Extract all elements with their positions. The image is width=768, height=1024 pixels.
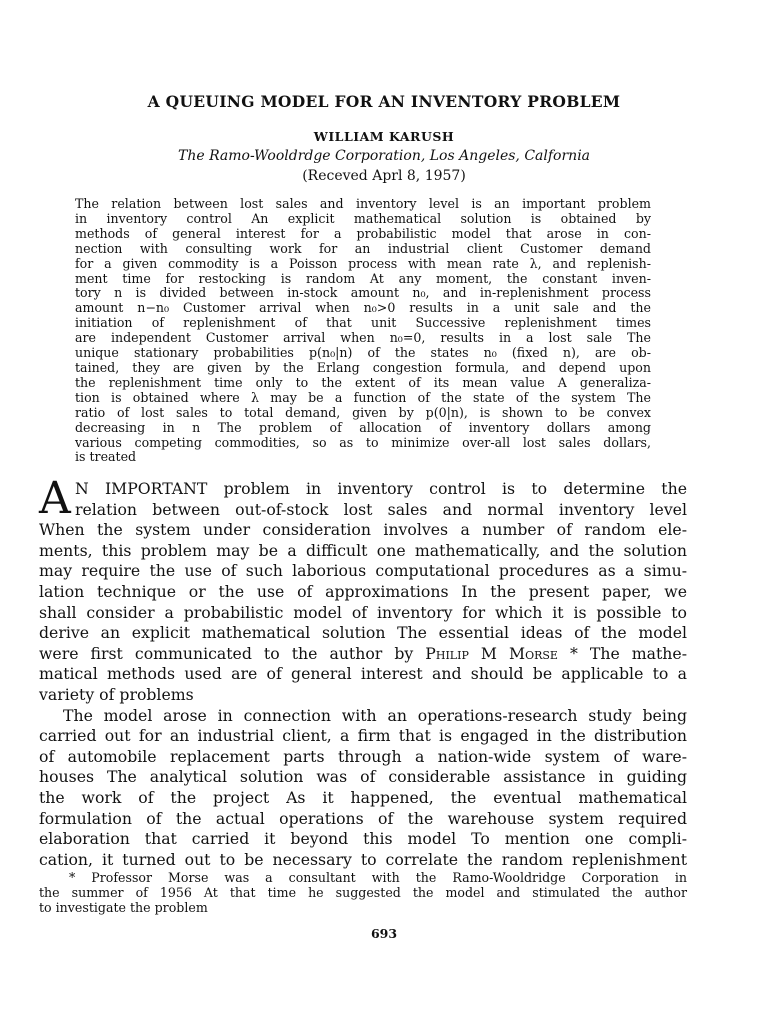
body-line: variety of problems (39, 684, 194, 704)
body-line: The model arose in connection with an operations-research study being (63, 705, 687, 725)
abstract-line: nection with consulting work for an industrial client Customer demand (75, 240, 651, 256)
abstract (75, 197, 651, 465)
abstract-line: initiation of replenishment of that unit Successive replenishment times (75, 315, 651, 331)
body-line: cation, it turned out to be necessary to correlate the random replenishment (39, 849, 687, 869)
body-text-segment: were first communicated to the author by (39, 643, 426, 663)
body-line: of automobile replacement parts through a nation-wide system of ware- (39, 746, 687, 766)
abstract-line: decreasing in n The problem of allocation of inventory dollars among (75, 419, 651, 435)
abstract-line: is treated (75, 449, 137, 465)
cited-person: Philip M Morse (425, 643, 558, 663)
abstract-line: the replenishment time only to the extent of its mean value A generaliza- (75, 374, 651, 390)
body-text-segment: * The mathe- (557, 643, 687, 663)
body-line: ments, this problem may be a difficult one mathematically, and the solution (39, 540, 687, 560)
body-line: shall consider a probabilistic model of inventory for which it is possible to (39, 602, 687, 622)
body-line-with-name (39, 644, 687, 665)
abstract-line: for a given commodity is a Poisson process with mean rate λ, and replenish- (75, 255, 651, 271)
abstract-line: unique stationary probabilities p(n₀|n) of the states n₀ (fixed n), are ob- (75, 345, 651, 361)
author-affiliation: The Ramo-Wooldrdge Corporation, Los Angeles, Calfornia (177, 148, 591, 164)
abstract-line: tained, they are given by the Erlang congestion formula, and depend upon (75, 359, 651, 375)
footnote-line: to investigate the problem (39, 900, 208, 915)
body-line: may require the use of such laborious computational procedures as a simu- (39, 561, 687, 581)
abstract-line: tory n is divided between in-stock amount n₀, and in-replenishment process (75, 285, 651, 301)
page-number: 693 (370, 926, 398, 941)
abstract-line: in inventory control An explicit mathematical solution is obtained by (75, 210, 651, 226)
body-line: the work of the project As it happened, the eventual mathematical (39, 787, 687, 807)
body-line: N IMPORTANT problem in inventory control is to determine the (75, 479, 687, 498)
body-line: elaboration that carried it beyond this model To mention one compli- (39, 829, 687, 849)
abstract-line: are independent Customer arrival when n₀=0, results in a lost sale The (75, 330, 651, 346)
body-line: relation between out-of-stock lost sales and normal inventory level (75, 499, 687, 519)
body-line: carried out for an industrial client, a firm that is engaged in the distribution (39, 726, 687, 746)
drop-cap: A (39, 473, 71, 524)
footnote-line: * Professor Morse was a consultant with the Ramo-Wooldridge Corporation in (69, 870, 687, 885)
abstract-line: tion is obtained where λ may be a function of the state of the system The (75, 389, 651, 405)
abstract-line: The relation between lost sales and inventory level is an important problem (75, 196, 651, 211)
footnote-line: the summer of 1956 At that time he suggested the model and stimulated the author (39, 885, 687, 900)
body-line: When the system under consideration involves a number of random ele- (39, 520, 687, 540)
body-line: lation technique or the use of approximations In the present paper, we (39, 581, 687, 601)
opening-paragraph-start (39, 473, 687, 524)
body-line: formulation of the actual operations of the warehouse system required (39, 808, 687, 828)
body-line: matical methods used are of general interest and should be applicable to a (39, 664, 687, 684)
body-line: derive an explicit mathematical solution The essential ideas of the model (39, 623, 687, 643)
abstract-line: ment time for restocking is random At any moment, the constant inven- (75, 270, 651, 286)
abstract-line: amount n−n₀ Customer arrival when n₀>0 results in a unit sale and the (75, 300, 651, 316)
received-date: (Receved Aprl 8, 1957) (302, 168, 466, 184)
footnote (39, 870, 687, 915)
abstract-line: ratio of lost sales to total demand, given by p(0|n), is shown to be convex (75, 404, 651, 420)
body-line: houses The analytical solution was of considerable assistance in guiding (39, 767, 687, 787)
abstract-line: methods of general interest for a probabilistic model that arose in con- (75, 225, 651, 241)
body-text (39, 473, 687, 870)
abstract-line: various competing commodities, so as to minimize over-all lost sales dollars, (75, 434, 651, 450)
author-name: WILLIAM KARUSH (313, 129, 455, 144)
paper-title: A QUEUING MODEL FOR AN INVENTORY PROBLEM (147, 92, 621, 111)
